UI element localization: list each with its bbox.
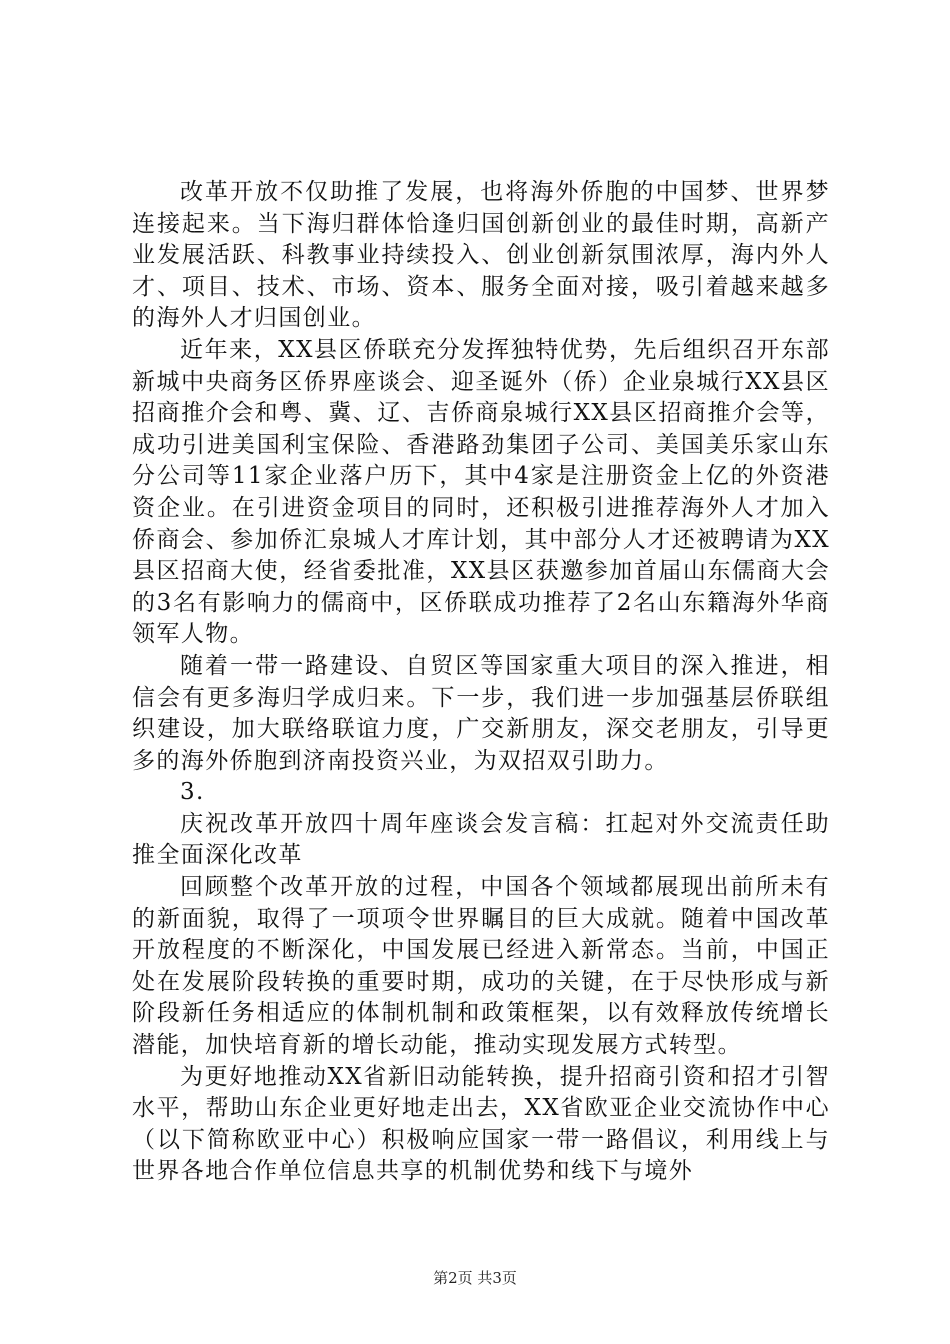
paragraph-eurasia-center: 为更好地推动XX省新旧动能转换，提升招商引资和招才引智水平，帮助山东企业更好地走出去，XX省欧亚企业交流协作中心（以下简称欧亚中心）积极响应国家一带一路倡议，利用线上与世界各地合作单位信息共享的机制优势和线下与境外 [132,1063,830,1185]
paragraph-federation-achievements: 近年来，XX县区侨联充分发挥独特优势，先后组织召开东部新城中央商务区侨界座谈会、迎圣诞外（侨）企业泉城行XX县区招商推介会和粤、冀、辽、吉侨商泉城行XX县区招商推介会等，成功引进美国利宝保险、香港路劲集团子公司、美国美乐家山东分公司等11家企业落户历下，其中4家是注册资金上亿的外资港资企业。在引进资金项目的同时，还积极引进推荐海外人才加入侨商会、参加侨汇泉城人才库计划，其中部分人才还被聘请为XX县区招商大使，经省委批准，XX县区获邀参加首届山东儒商大会的3名有影响力的儒商中，区侨联成功推荐了2名山东籍海外华商领军人物。 [132,336,830,648]
page-footer: 第2页 共3页 [433,1269,517,1287]
paragraph-reform-dream: 改革开放不仅助推了发展，也将海外侨胞的中国梦、世界梦连接起来。当下海归群体恰逢归国创新创业的最佳时期，高新产业发展活跃、科教事业持续投入、创业创新氛围浓厚，海内外人才、项目、技术、市场、资本、服务全面对接，吸引着越来越多的海外人才归国创业。 [132,179,830,332]
section-title: 庆祝改革开放四十周年座谈会发言稿：扛起对外交流责任助推全面深化改革 [132,810,830,869]
paragraph-reform-review: 回顾整个改革开放的过程，中国各个领域都展现出前所未有的新面貌，取得了一项项令世界瞩目的巨大成就。随着中国改革开放程度的不断深化，中国发展已经进入新常态。当前，中国正处在发展阶段转换的重要时期，成功的关键，在于尽快形成与新阶段新任务相适应的体制机制和政策框架，以有效释放传统增长潜能，加快培育新的增长动能，推动实现发展方式转型。 [132,874,830,1059]
document-body [132,177,830,1188]
paragraph-belt-and-road-outlook: 随着一带一路建设、自贸区等国家重大项目的深入推进，相信会有更多海归学成归来。下一步，我们进一步加强基层侨联组织建设，加大联络联谊力度，广交新朋友，深交老朋友，引导更多的海外侨胞到济南投资兴业，为双招双引助力。 [132,652,830,774]
section-number: 3. [180,779,205,806]
